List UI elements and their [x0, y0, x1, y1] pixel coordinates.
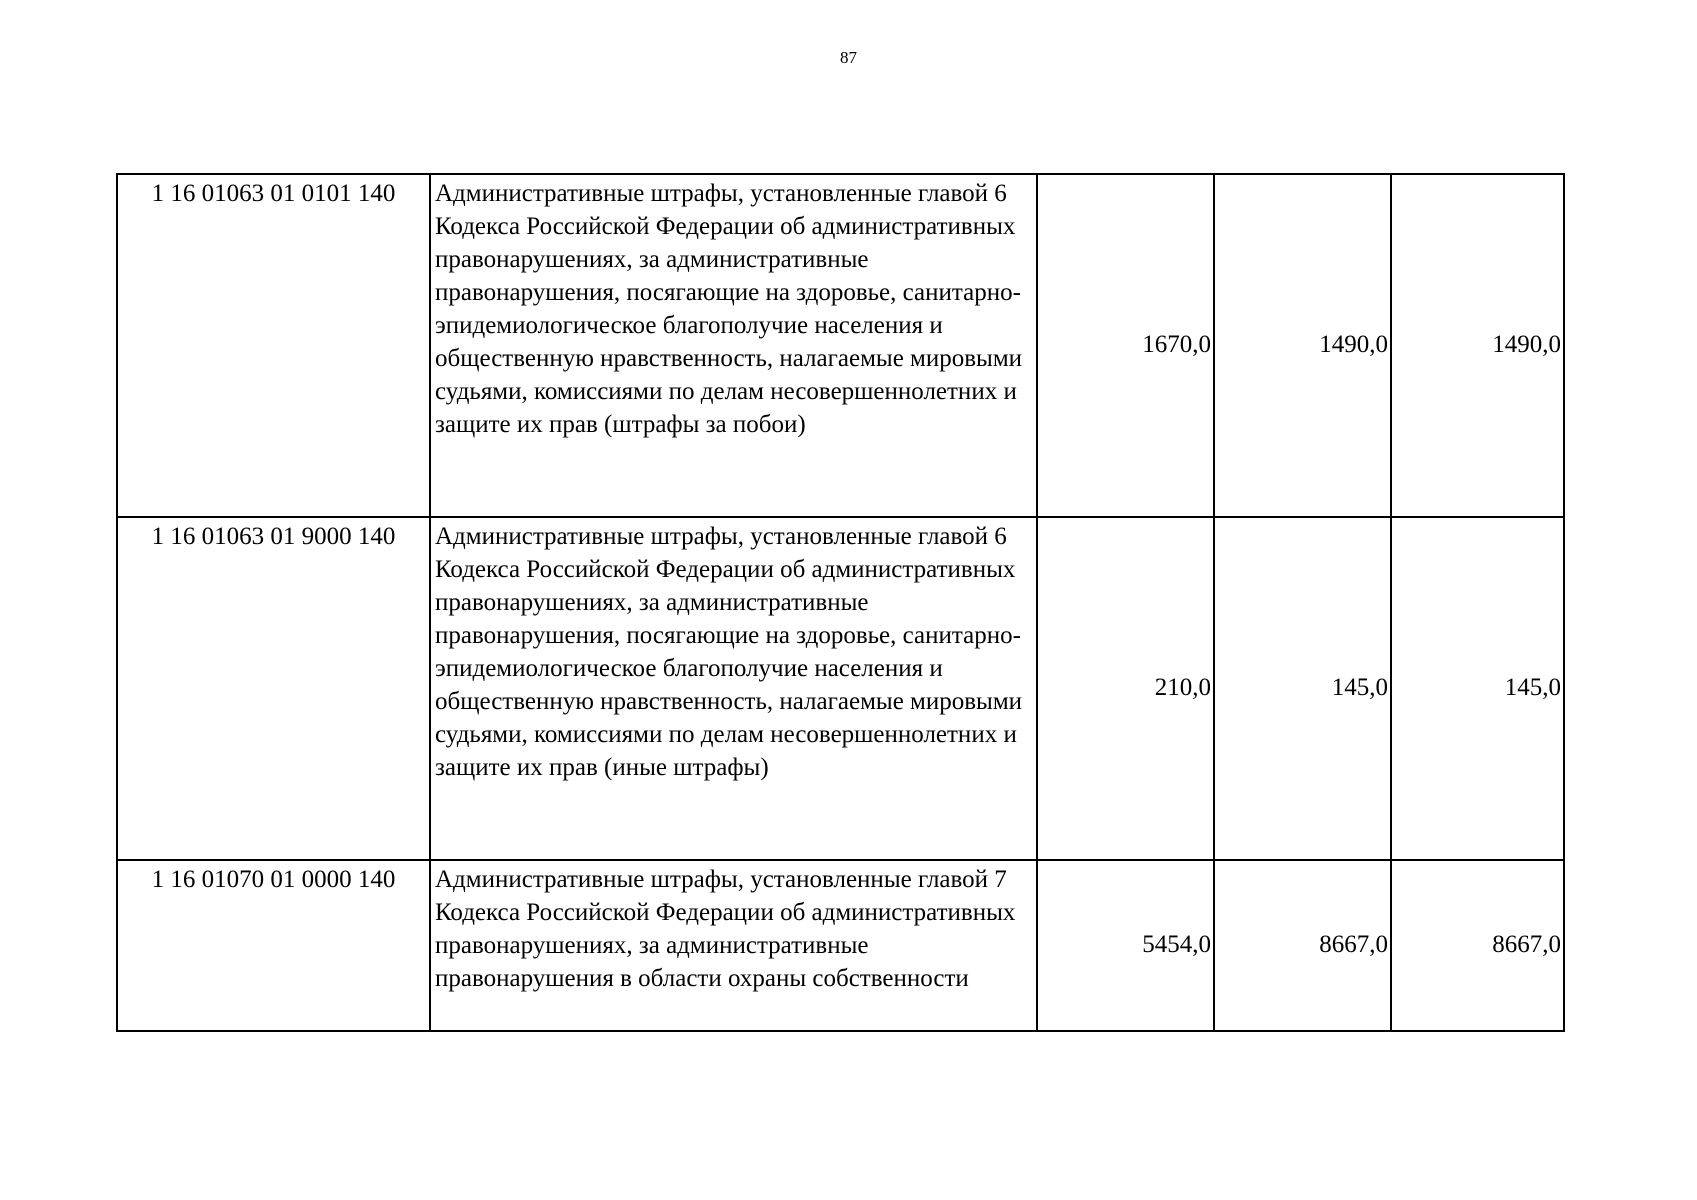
budget-code-cell: 1 16 01063 01 9000 140	[117, 517, 430, 860]
amount-cell-year-2: 145,0	[1214, 517, 1391, 860]
budget-code-cell: 1 16 01063 01 0101 140	[117, 174, 430, 517]
amount-cell-year-2: 8667,0	[1214, 860, 1391, 1031]
amount-cell-year-1: 5454,0	[1037, 860, 1214, 1031]
amount-cell-year-3: 1490,0	[1391, 174, 1564, 517]
table-row	[117, 174, 1564, 517]
table-row	[117, 860, 1564, 1031]
table-row	[117, 517, 1564, 860]
amount-cell-year-1: 210,0	[1037, 517, 1214, 860]
amount-cell-year-1: 1670,0	[1037, 174, 1214, 517]
amount-cell-year-3: 8667,0	[1391, 860, 1564, 1031]
description-cell: Административные штрафы, установленные главой 6 Кодекса Российской Федерации об административных правонарушениях, за административные правонарушения, посягающие на здоровье, санитарно-эпидемиологическое благополучие населения и общественную нравственность, налагаемые мировыми судьями, комиссиями по делам несовершеннолетних и защите их прав (штрафы за побои)	[430, 174, 1037, 517]
revenue-table	[116, 173, 1565, 1032]
budget-code-cell: 1 16 01070 01 0000 140	[117, 860, 430, 1031]
description-cell: Административные штрафы, установленные главой 6 Кодекса Российской Федерации об административных правонарушениях, за административные правонарушения, посягающие на здоровье, санитарно-эпидемиологическое благополучие населения и общественную нравственность, налагаемые мировыми судьями, комиссиями по делам несовершеннолетних и защите их прав (иные штрафы)	[430, 517, 1037, 860]
description-cell: Административные штрафы, установленные главой 7 Кодекса Российской Федерации об административных правонарушениях, за административные правонарушения в области охраны собственности	[430, 860, 1037, 1031]
page-number: 87	[840, 48, 857, 67]
amount-cell-year-2: 1490,0	[1214, 174, 1391, 517]
amount-cell-year-3: 145,0	[1391, 517, 1564, 860]
